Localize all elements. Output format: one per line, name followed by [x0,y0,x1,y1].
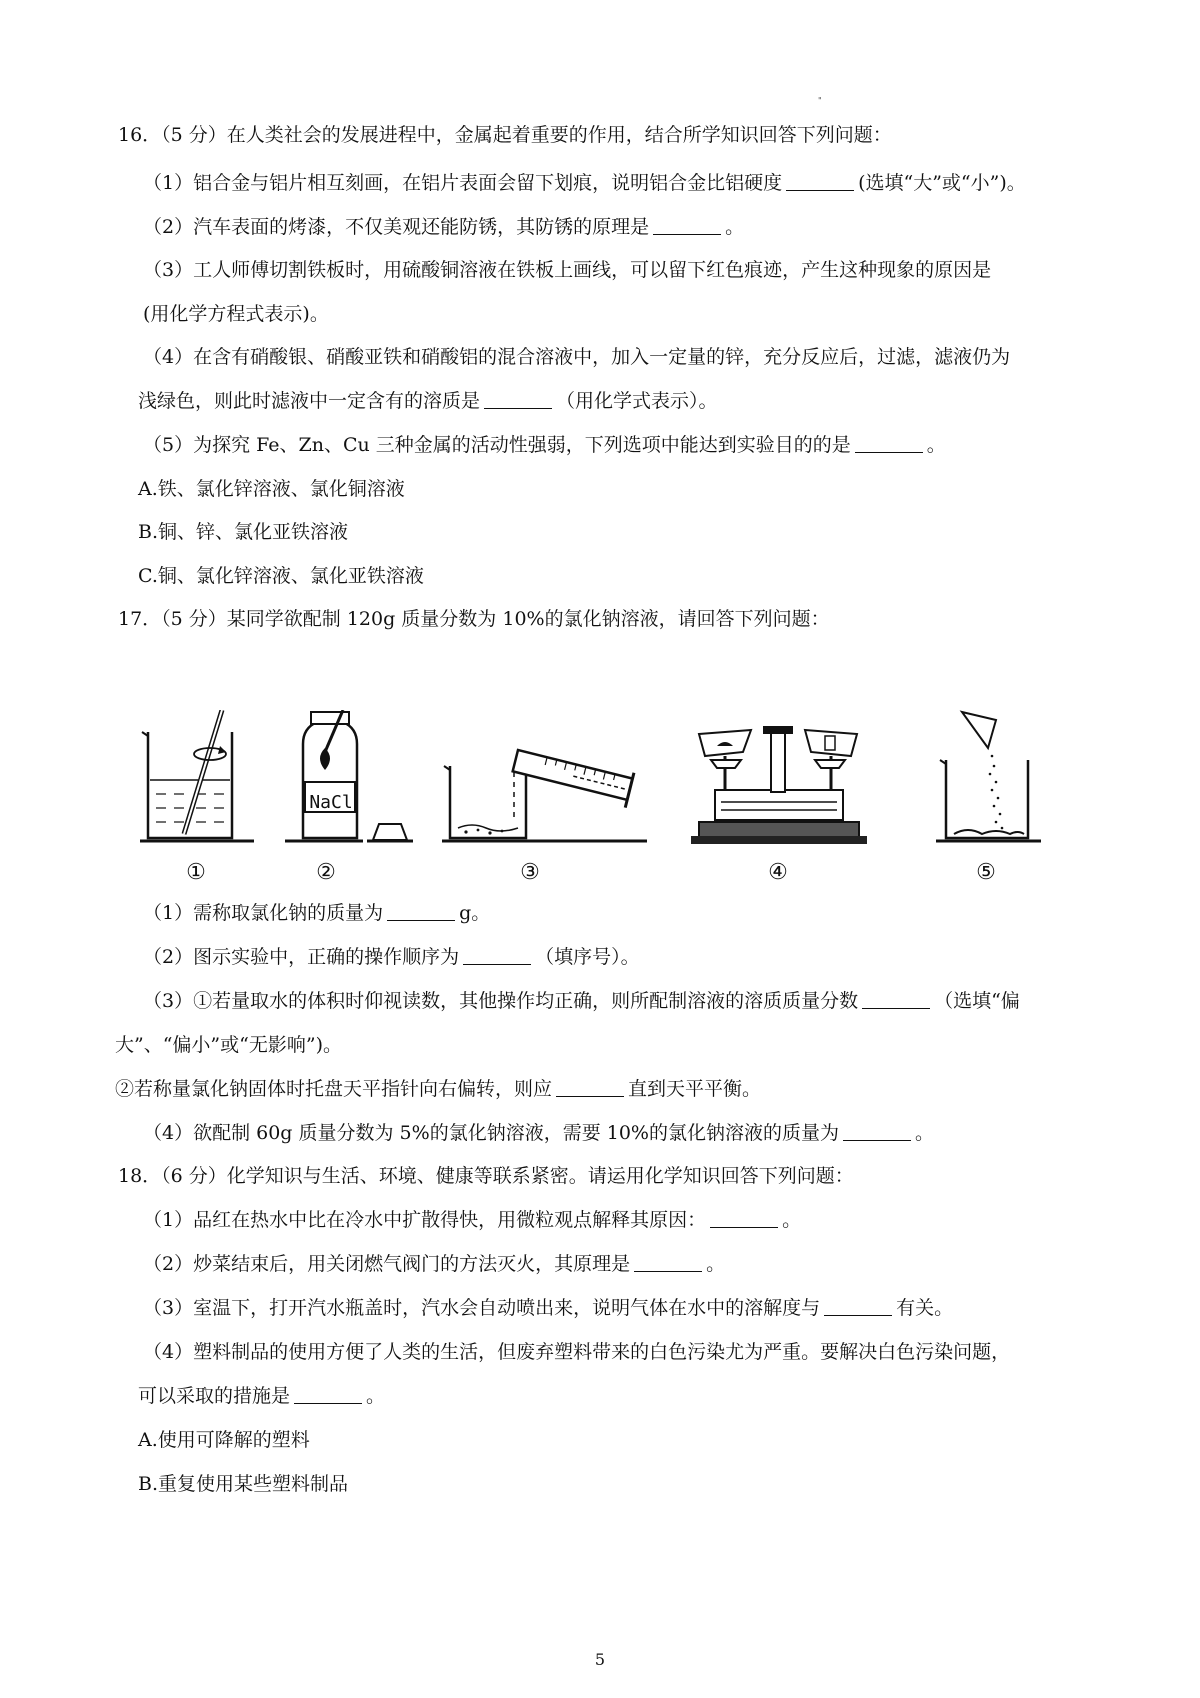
q16-part2-tail: 。 [725,216,745,238]
page-number: 5 [594,1650,606,1669]
q16-part4: （4）在含有硝酸银、硝酸亚铁和硝酸铝的混合溶液中，加入一定量的锌，充分反应后，过滤，滤液仍为 [143,346,1011,368]
q16-heading: 16．（5 分）在人类社会的发展进程中，金属起着重要的作用，结合所学知识回答下列问题： [118,124,892,146]
q18-part1 [143,1207,1200,1233]
answer-blank [653,233,721,235]
q16-part5-tail: 。 [926,434,946,456]
q18-part3 [143,1295,1200,1321]
answer-blank [463,963,531,965]
q16-part4-tail: （用化学式表示）。 [556,390,718,412]
q16-part3-cont: (用化学方程式表示)。 [143,303,329,325]
pouring-solid-diagram [936,710,1046,850]
answer-blank [634,1270,702,1272]
stirring-beaker-diagram [140,710,260,850]
q17-part3-tail: （选填“偏 [934,990,1020,1012]
q18-part4: （4）塑料制品的使用方便了人类的生活，但废弃塑料带来的白色污染尤为严重。要解决白色污染问题， [143,1341,1011,1363]
figure-label-5: ⑤ [976,860,996,885]
q18-part1-text: （1）品红在热水中比在冷水中扩散得快，用微粒观点解释其原因： [143,1209,707,1231]
lab-procedure-figure [140,710,1080,890]
q18-part4-text: 可以采取的措施是 [138,1385,291,1407]
answer-blank [862,1007,930,1009]
q18-part3-tail: 有关。 [896,1297,954,1319]
q16-part1 [143,170,1200,196]
q18-part1-tail: 。 [782,1209,802,1231]
answer-blank [843,1139,911,1141]
q17-part3-second-text: ②若称量氯化钠固体时托盘天平指针向右偏转，则应 [115,1078,553,1100]
q16-part4-text: 浅绿色，则此时滤液中一定含有的溶质是 [138,390,481,412]
q17-part4-text: （4）欲配制 60g 质量分数为 5%的氯化钠溶液，需要 10%的氯化钠溶液的质量为 [143,1122,839,1144]
answer-blank [556,1095,624,1097]
q18-part3-text: （3）室温下，打开汽水瓶盖时，汽水会自动喷出来，说明气体在水中的溶解度与 [143,1297,821,1319]
q18-part4-cont [138,1383,1200,1409]
q17-heading: 17．（5 分）某同学欲配制 120g 质量分数为 10%的氯化钠溶液，请回答下列问题： [118,608,830,630]
q18-part4-tail: 。 [366,1385,386,1407]
q18-part2 [143,1251,1200,1277]
q16-part3: （3）工人师傅切割铁板时，用硫酸铜溶液在铁板上画线，可以留下红色痕迹，产生这种现象的原因是 [143,259,992,281]
q17-part3-cont: 大”、“偏小”或“无影响”)。 [115,1034,342,1056]
answer-blank [855,451,923,453]
q16-option-c: C.铜、氯化锌溶液、氯化亚铁溶液 [138,565,424,587]
q18-option-b: B.重复使用某些塑料制品 [138,1473,349,1495]
answer-blank [824,1314,892,1316]
q16-part4-cont [138,388,1200,414]
q16-part5-text: （5）为探究 Fe、Zn、Cu 三种金属的活动性强弱，下列选项中能达到实验目的的是 [143,434,851,456]
nacl-bottle-diagram [285,710,415,850]
q16-part1-text: （1）铝合金与铝片相互刻画，在铝片表面会留下划痕，说明铝合金比铝硬度 [143,172,783,194]
answer-blank [710,1226,778,1228]
balance-diagram [685,710,875,850]
q16-part5 [143,432,1200,458]
q17-part1 [143,900,1200,926]
q16-part2 [143,214,1200,240]
top-mark: " [818,96,822,105]
answer-blank [294,1402,362,1404]
figure-label-3: ③ [520,860,540,885]
q17-part3 [143,988,1200,1014]
figure-label-2: ② [316,860,336,885]
q18-option-a: A.使用可降解的塑料 [138,1429,310,1451]
q17-part1-tail: g。 [459,902,491,924]
q17-part2-text: （2）图示实验中，正确的操作顺序为 [143,946,460,968]
q18-heading: 18．（6 分）化学知识与生活、环境、健康等联系紧密。请运用化学知识回答下列问题： [118,1165,854,1187]
q17-part4 [143,1120,1200,1146]
nacl-label: NaCl [309,792,353,813]
answer-blank [786,189,854,191]
q16-part1-tail: (选填“大”或“小”)。 [858,172,1026,194]
q17-part1-text: （1）需称取氯化钠的质量为 [143,902,384,924]
answer-blank [484,407,552,409]
figure-label-1: ① [186,860,206,885]
q17-part3-second-tail: 直到天平平衡。 [628,1078,762,1100]
figure-label-4: ④ [768,860,788,885]
pouring-cylinder-diagram [442,710,652,850]
q16-option-b: B.铜、锌、氯化亚铁溶液 [138,521,349,543]
q17-part3-text: （3）①若量取水的体积时仰视读数，其他操作均正确，则所配制溶液的溶质质量分数 [143,990,859,1012]
q17-part3-second [115,1076,1200,1102]
q18-part2-tail: 。 [706,1253,726,1275]
q17-part2-tail: （填序号）。 [535,946,640,968]
q17-part2 [143,944,1200,970]
q18-part2-text: （2）炒菜结束后，用关闭燃气阀门的方法灭火，其原理是 [143,1253,631,1275]
answer-blank [387,919,455,921]
q16-part2-text: （2）汽车表面的烤漆，不仅美观还能防锈，其防锈的原理是 [143,216,650,238]
q16-option-a: A.铁、氯化锌溶液、氯化铜溶液 [138,478,405,500]
q17-part4-tail: 。 [914,1122,934,1144]
